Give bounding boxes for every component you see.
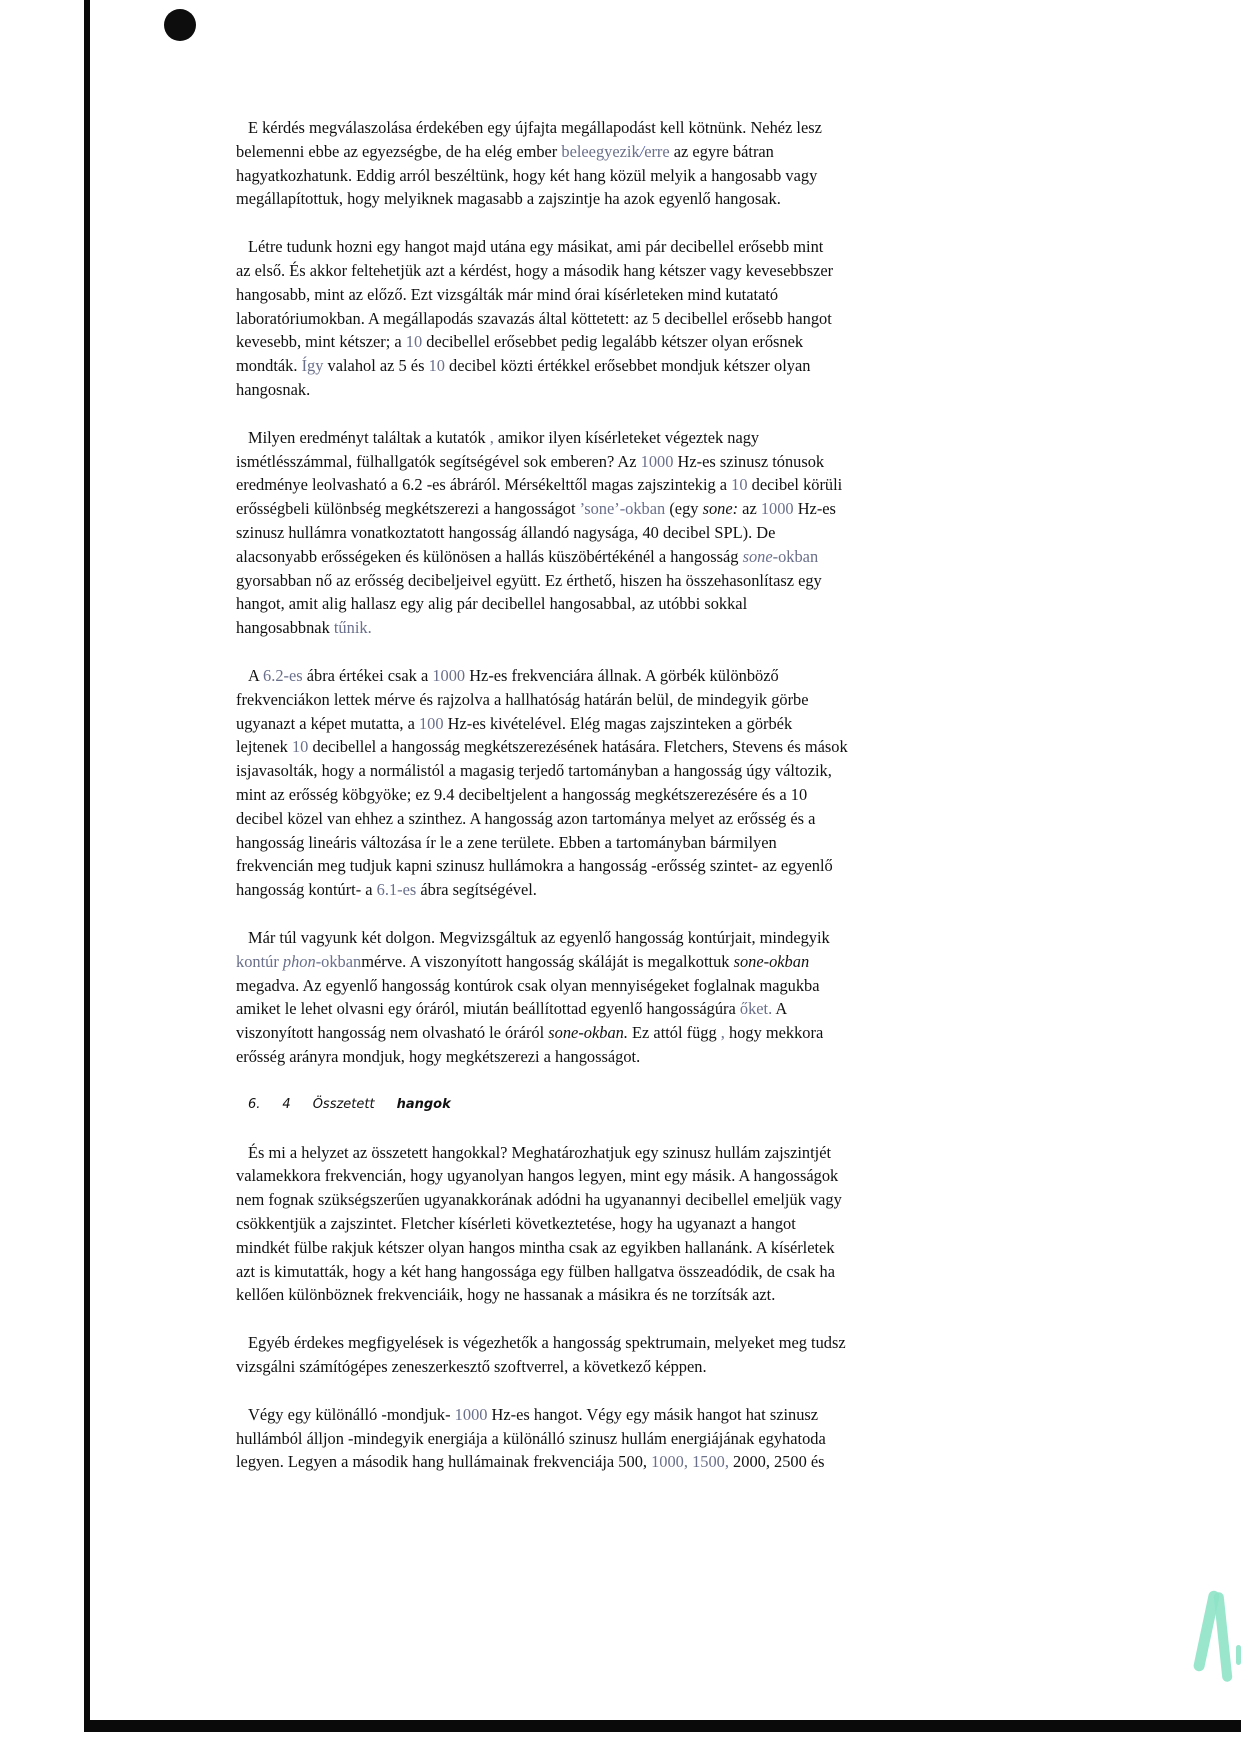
text-segment: erősség arányra mondjuk, hogy megkétszerezi a hangosságot. [236,1046,641,1066]
highlighted-text: 10 [731,475,748,495]
text-line [236,759,1026,783]
scan-bottom-border [84,1720,1241,1732]
text-line [236,926,1026,950]
text-segment: hangosabb, mint az előző. Ezt vizsgálták már mind órai kísérleteken mind kutatató [236,284,779,304]
highlighted-text: őket. [739,999,773,1019]
highlighted-italic-term: sone [742,546,773,566]
text-segment: Már túl vagyunk két dolgon. Megvizsgáltuk az egyenlő hangosság kontúrjait, mindegyik [248,927,830,947]
text-segment: alacsonyabb erősségeken és különösen a hallás küszöbértékénél a hangosság [236,546,743,566]
text-line [236,330,1026,354]
paragraphs-before-heading [236,116,1026,1069]
paragraph [236,1141,1026,1308]
highlighted-text: 10 [405,332,423,352]
text-segment: Hz-es hangot. Végy egy másik hangot hat szinusz [487,1404,819,1424]
text-segment: vizsgálni számítógépes zeneszerkesztő szoftverrel, a következő képpen. [236,1357,707,1377]
highlighted-text: -okban [772,546,819,566]
punch-hole-dot [164,9,196,41]
text-segment: E kérdés megválaszolása érdekében egy újfajta megállapodást kell kötnünk. Nehéz lesz [248,118,822,137]
text-line [236,1260,1026,1284]
highlighted-text: erre [644,141,670,161]
text-line [236,450,1026,474]
text-line [236,545,1026,569]
text-line [236,854,1026,878]
pen-tick-mark: / [639,141,645,161]
text-segment: hangosnak. [236,379,311,399]
text-segment: A [772,999,788,1019]
italic-term: sone-okban. [548,1023,628,1043]
text-segment: mindkét fülbe rakjuk kétszer olyan hangos mintha csak az egyikben hallanánk. A kísérletek [236,1237,835,1257]
text-segment: kellően különböznek frekvenciáik, hogy ne hassanak a másikra és ne torzítsák azt. [236,1285,776,1305]
text-segment: az első. És akkor feltehetjük azt a kérdést, hogy a második hang kétszer vagy kevesebbszer [236,260,834,280]
text-segment: Hz-es szinusz tónusok [673,451,825,471]
text-segment: Létre tudunk hozni egy hangot majd utána egy másikat, ami pár decibellel erősebb mint [248,237,824,257]
text-line [236,1283,1026,1307]
text-segment: hagyatkozhatunk. Eddig arról beszéltünk, hogy két hang közül melyik a hangosabb vagy [236,165,818,185]
highlighted-text: kontúr [236,951,283,971]
highlighted-text: ’sone’-okban [579,499,666,519]
highlighted-text: 1000, 1500, [651,1452,729,1472]
text-segment: ugyanazt a képet mutatta, a [236,713,419,733]
text-line [236,569,1026,593]
text-segment: valahol az 5 és [323,356,429,376]
text-segment: legyen. Legyen a második hang hullámainak frekvenciája 500, [236,1452,652,1472]
text-line [236,1188,1026,1212]
text-line [236,378,1026,402]
text-segment: ábra értékei csak a [302,665,433,685]
text-segment: decibel körüli [747,475,843,495]
text-segment: Ez attól függ [627,1023,721,1043]
text-line [236,735,1026,759]
text-line [236,1164,1026,1188]
text-line [236,354,1026,378]
text-line [236,974,1026,998]
text-segment: amiket le lehet olvasni egy óráról, miután beállítottad egyenlő hangosságúra [236,999,740,1019]
text-line [236,878,1026,902]
text-segment: hangot, amit alig hallasz egy alig pár decibellel hangosabbal, az utóbbi sokkal [236,594,748,614]
italic-term: sone: [702,499,739,519]
text-line [236,783,1026,807]
italic-term: sone-okban [733,951,810,971]
text-line [236,307,1026,331]
scan-left-border [84,0,90,1728]
highlighted-text: 10 [291,737,309,757]
text-segment: A [248,665,264,685]
highlighted-text: 1000 [640,451,674,471]
text-line [236,259,1026,283]
paragraph [236,116,1026,211]
text-line [236,187,1026,211]
text-segment: amikor ilyen kísérleteket végeztek nagy [493,427,760,447]
text-line [236,164,1026,188]
paragraph [236,1403,1026,1474]
paragraph [236,664,1026,902]
document-body [236,116,1026,1474]
text-segment: hangosság kontúrt- a [236,880,377,900]
text-segment: hullámból álljon -mindegyik energiája a különálló szinusz hullám energiájának egyhatoda [236,1428,826,1448]
text-segment: ismétlésszámmal, fülhallgatók segítségével sok emberen? Az [236,451,641,471]
highlighted-text: 10 [428,356,445,376]
section-title-word: hangok [396,1096,451,1112]
text-segment: kevesebb, mint kétszer; a [236,332,406,352]
text-segment: Hz-es frekvenciára állnak. A görbék különböző [465,665,779,685]
text-line [236,807,1026,831]
highlighted-text: -okban [315,951,362,971]
text-line [236,1141,1026,1165]
text-line [236,1331,1026,1355]
highlighted-text: beleegyezik [561,141,640,161]
highlighted-text: 100 [418,713,444,733]
text-segment: hangosabbnak [236,618,334,638]
highlighted-text: tűnik. [333,618,372,638]
text-line [236,712,1026,736]
highlighted-text: , [489,427,494,447]
paragraph [236,235,1026,402]
text-line [236,235,1026,259]
text-segment: lejtenek [236,737,292,757]
text-line [236,616,1026,640]
highlighted-italic-term: phon [282,951,316,971]
text-segment: Egyéb érdekes megfigyelések is végezhetők a hangosság spektrumain, melyeket meg tudsz [248,1333,846,1353]
text-segment: szinusz hullámra vonatkoztatott hangosság állandó nagysága, 40 decibel SPL). De [236,522,776,542]
highlighted-text: 6.1-es [376,880,417,900]
section-title-word: Összetett [312,1096,375,1112]
text-segment: mondták. [236,356,302,376]
text-segment: ábra segítségével. [416,880,537,900]
text-segment: nem fognak szükségszerűen ugyanakkorának adódni ha ugyanannyi decibellel emeljük vagy [236,1190,842,1210]
text-line [236,116,1026,140]
text-segment: Hz-es [793,499,836,519]
text-segment: az [738,499,761,519]
highlighter-stroke [1213,1592,1232,1683]
text-line [236,1403,1026,1427]
text-line [236,1236,1026,1260]
highlighted-text: 1000 [454,1404,488,1424]
text-line [236,473,1026,497]
text-segment: Végy egy különálló -mondjuk- [248,1404,455,1424]
text-line [236,1212,1026,1236]
text-segment: frekvenciákon lettek mérve és rajzolva a hallhatóság határán belül, de mindegyik görbe [236,689,809,709]
section-number-minor: 4 [282,1096,291,1112]
text-segment: decibel közel van ehhez a szinthez. A hangosság azon tartománya melyet az erősség és a [236,808,816,828]
text-segment: mérve. A viszonyított hangosság skáláját is megalkottuk [361,951,734,971]
text-line [236,283,1026,307]
text-line [236,497,1026,521]
text-line [236,688,1026,712]
text-segment: mint az erősség köbgyöke; ez 9.4 decibeltjelent a hangosság megkétszerezésére és a 10 [236,784,808,804]
text-segment: viszonyított hangosság nem olvasható le óráról [236,1023,549,1043]
text-line [236,997,1026,1021]
text-segment: 2000, 2500 és [728,1452,825,1472]
paragraph [236,1331,1026,1379]
section-heading [236,1093,1026,1117]
text-segment: Hz-es kivételével. Elég magas zajszinteken a görbék [443,713,793,733]
text-segment: erősségbeli különbség megkétszerezi a hangosságot [236,499,580,519]
highlighted-text: , [720,1023,725,1043]
text-segment: frekvencián meg tudjuk kapni szinusz hullámokra a hangosság -erősség szintet- az egyenlő [236,856,833,876]
highlighted-text: 6.2-es [263,665,303,685]
text-segment: az egyre bátran [669,141,774,161]
section-number-major: 6. [248,1096,261,1112]
text-line [236,140,1026,164]
text-segment: azt is kimutatták, hogy a két hang hangossága egy fülben hallgatva összeadódik, de csak ha [236,1261,835,1281]
highlighted-text: 1000 [432,665,466,685]
paragraph [236,426,1026,640]
text-segment: decibellel erősebbet pedig legalább kétszer olyan erősnek [422,332,804,352]
text-segment: eredménye leolvasható a 6.2 -es ábráról. Mérsékelttől magas zajszintekig a [236,475,732,495]
highlighter-stroke [1236,1645,1241,1665]
text-segment: laboratóriumokban. A megállapodás szavazás által köttetett: az 5 decibellel erősebb hangot [236,308,832,328]
text-segment: gyorsabban nő az erősség decibeljeivel együtt. Ez érthető, hiszen ha összehasonlítasz egy [236,570,822,590]
text-line [236,664,1026,688]
text-segment: Milyen eredményt találtak a kutatók [248,427,490,447]
text-segment: megadva. Az egyenlő hangosság kontúrok csak olyan mennyiségeket foglalnak magukba [236,975,820,995]
text-line [236,1045,1026,1069]
paragraph [236,926,1026,1069]
text-segment: isjavasolták, hogy a normálistól a magasig terjedő tartományban a hangosság úgy változik, [236,761,832,781]
text-line [236,1450,1026,1474]
text-segment: hogy mekkora [724,1023,824,1043]
text-segment: És mi a helyzet az összetett hangokkal? Meghatározhatjuk egy szinusz hullám zajszintjét [248,1142,832,1162]
text-line [236,1021,1026,1045]
text-segment: belemenni ebbe az egyezségbe, de ha elég ember [236,141,562,161]
text-segment: (egy [665,499,703,519]
text-segment: decibel közti értékkel erősebbet mondjuk kétszer olyan [444,356,811,376]
text-segment: valamekkora frekvencián, hogy ugyanolyan hangos legyen, mint egy másik. A hangosságok [236,1166,839,1186]
text-line [236,521,1026,545]
text-segment: hangosság lineáris változása ír le a zene területe. Ebben a tartományban bármilyen [236,832,777,852]
paragraphs-after-heading [236,1141,1026,1475]
text-line [236,592,1026,616]
highlighted-text: 1000 [760,499,794,519]
text-line [236,1427,1026,1451]
text-segment: megállapítottuk, hogy melyiknek magasabb a zajszintje ha azok egyenlő hangosak. [236,189,781,209]
text-line [236,426,1026,450]
text-segment: decibellel a hangosság megkétszerezésének hatására. Fletchers, Stevens és mások [308,737,848,757]
highlighted-text: Így [301,356,324,376]
text-line [236,831,1026,855]
text-line [236,950,1026,974]
text-line [236,1355,1026,1379]
text-segment: csökkentjük a zajszintet. Fletcher kísérleti következtetése, hogy ha ugyanazt a hangot [236,1214,796,1234]
